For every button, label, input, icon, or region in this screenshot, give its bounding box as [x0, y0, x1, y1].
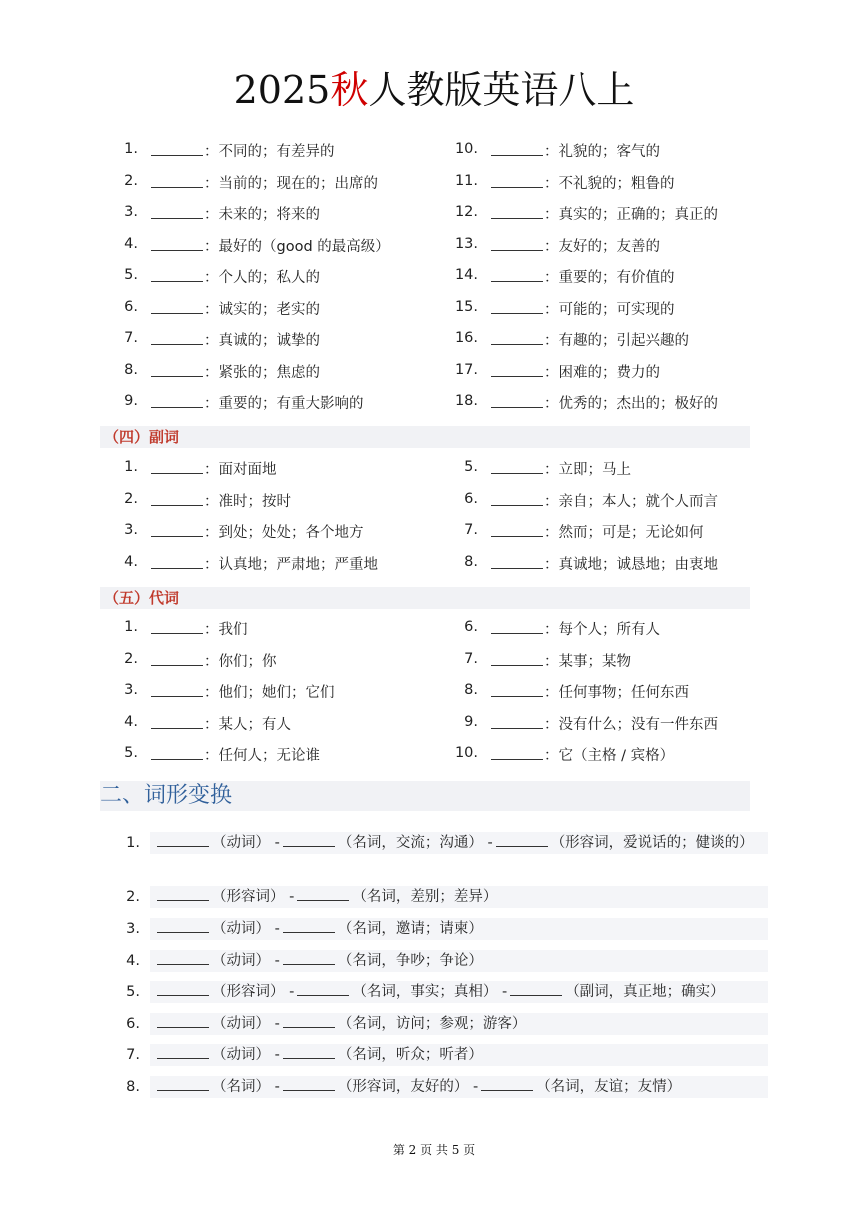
vocab-item: [440, 199, 770, 231]
word-form-body: [150, 950, 768, 972]
answer-blank[interactable]: [491, 392, 543, 408]
answer-blank[interactable]: [297, 886, 349, 901]
item-definition: ：认真地；严肃地；严重地: [204, 556, 378, 573]
item-number: 5.: [126, 984, 140, 1000]
item-number: 18.: [454, 393, 478, 409]
answer-blank[interactable]: [157, 1076, 209, 1091]
vocab-item: [100, 740, 430, 772]
answer-blank[interactable]: [151, 266, 203, 282]
pronouns-left-column: [100, 614, 430, 772]
vocab-item: [440, 486, 770, 518]
vocab-item: [100, 709, 430, 741]
item-number: 8.: [126, 1079, 140, 1095]
item-definition: ：紧张的；焦虑的: [204, 364, 320, 381]
answer-blank[interactable]: [491, 458, 543, 474]
item-number: 4.: [124, 553, 138, 570]
answer-blank[interactable]: [157, 1044, 209, 1059]
vocab-item: [440, 517, 770, 549]
item-number: 2.: [124, 172, 138, 189]
answer-blank[interactable]: [157, 918, 209, 933]
answer-blank[interactable]: [151, 681, 203, 697]
vocab-item: [440, 262, 770, 294]
item-number: 2.: [124, 490, 138, 507]
item-definition: ：当前的；现在的；出席的: [204, 175, 378, 192]
item-definition: ：未来的；将来的: [204, 207, 320, 223]
answer-blank[interactable]: [151, 618, 203, 634]
answer-blank[interactable]: [151, 650, 203, 666]
vocab-item: [100, 677, 430, 709]
vocab-item: [440, 231, 770, 263]
adverbs-left-column: [100, 454, 430, 580]
page-footer: 第 2 页 共 5 页: [392, 1143, 476, 1157]
vocab-item: [100, 357, 430, 389]
word-form-body: [150, 886, 768, 908]
word-form-hint: （名词，差别；差异）: [352, 889, 498, 905]
item-number: 9.: [464, 713, 478, 730]
adjectives-right-column: [440, 136, 770, 420]
vocab-item: [440, 677, 770, 709]
item-definition: ：优秀的；杰出的；极好的: [544, 396, 718, 412]
word-form-hint: （名词，访问；参观；游客）: [337, 1016, 527, 1032]
section-heading-pronouns: （五）代词: [100, 587, 750, 609]
word-form-hint: （形容词） -: [212, 984, 295, 1000]
item-definition: ：不礼貌的；粗鲁的: [544, 175, 675, 192]
vocab-item: [440, 294, 770, 326]
item-number: 6.: [464, 619, 478, 635]
answer-blank[interactable]: [151, 713, 203, 729]
answer-blank[interactable]: [491, 681, 543, 697]
item-definition: ：重要的；有重大影响的: [204, 396, 364, 412]
answer-blank[interactable]: [491, 521, 543, 537]
answer-blank[interactable]: [283, 918, 335, 933]
vocab-item: [440, 168, 770, 200]
vocab-item: [100, 325, 430, 357]
item-definition: ：真诚地；诚恳地；由衷地: [544, 556, 718, 573]
answer-blank[interactable]: [151, 744, 203, 760]
answer-blank[interactable]: [283, 1076, 335, 1091]
item-definition: ：准时；按时: [204, 493, 291, 510]
item-definition: ：立即；马上: [544, 462, 631, 478]
vocab-item: [440, 740, 770, 772]
answer-blank[interactable]: [491, 618, 543, 634]
vocab-item: [100, 388, 430, 420]
vocab-item: [100, 294, 430, 326]
vocab-item: [100, 454, 430, 486]
adverbs-right-column: [440, 454, 770, 580]
item-definition: ：然而；可是；无论如何: [544, 525, 704, 541]
vocab-item: [100, 199, 430, 231]
vocab-item: [440, 614, 770, 646]
item-definition: ：某事；某物: [544, 653, 631, 670]
answer-blank[interactable]: [151, 298, 203, 314]
answer-blank[interactable]: [283, 950, 335, 965]
vocab-item: [440, 136, 770, 168]
item-number: 7.: [464, 650, 478, 667]
item-definition: ：任何人；无论谁: [204, 748, 320, 764]
word-form-hint: （名词，交流；沟通） -: [337, 835, 493, 851]
item-number: 3.: [124, 682, 138, 698]
item-number: 12.: [454, 204, 478, 220]
word-form-hint: （动词） -: [212, 953, 280, 969]
answer-blank[interactable]: [481, 1076, 533, 1091]
word-form-hint: （形容词，爱说话的；健谈的）: [550, 835, 754, 851]
item-number: 1.: [126, 835, 140, 851]
answer-blank[interactable]: [491, 713, 543, 729]
section-heading-adverbs: （四）副词: [100, 426, 750, 448]
item-number: 5.: [124, 267, 138, 283]
answer-blank[interactable]: [510, 981, 562, 996]
item-definition: ：亲自；本人；就个人而言: [544, 493, 718, 510]
answer-blank[interactable]: [151, 392, 203, 408]
item-definition: ：诚实的；老实的: [204, 301, 320, 318]
item-definition: ：你们；你: [204, 653, 277, 670]
item-definition: ：可能的；可实现的: [544, 301, 675, 318]
item-number: 1.: [124, 141, 138, 157]
page-title: [0, 62, 868, 118]
vocab-item: [100, 549, 430, 581]
answer-blank[interactable]: [491, 140, 543, 156]
answer-blank[interactable]: [491, 266, 543, 282]
item-definition: ：个人的；私人的: [204, 270, 320, 286]
answer-blank[interactable]: [491, 490, 543, 506]
item-number: 2.: [126, 889, 140, 905]
word-form-body: [150, 918, 768, 940]
item-number: 8.: [464, 553, 478, 570]
item-number: 13.: [454, 235, 478, 252]
answer-blank[interactable]: [157, 1013, 209, 1028]
answer-blank[interactable]: [491, 361, 543, 377]
item-number: 6.: [126, 1016, 140, 1032]
vocab-item: [100, 262, 430, 294]
item-number: 9.: [124, 393, 138, 409]
answer-blank[interactable]: [297, 981, 349, 996]
answer-blank[interactable]: [496, 832, 548, 847]
item-number: 16.: [454, 330, 478, 346]
answer-blank[interactable]: [151, 172, 203, 188]
item-number: 3.: [126, 921, 140, 937]
item-number: 1.: [124, 459, 138, 475]
item-number: 3.: [124, 204, 138, 220]
answer-blank[interactable]: [151, 140, 203, 156]
item-definition: ：不同的；有差异的: [204, 144, 335, 160]
answer-blank[interactable]: [491, 298, 543, 314]
vocab-item: [100, 231, 430, 263]
vocab-item: [440, 357, 770, 389]
word-form-hint: （名词，友谊；友情）: [536, 1079, 682, 1095]
vocab-item: [440, 388, 770, 420]
vocab-item: [440, 709, 770, 741]
word-form-hint: （名词） -: [212, 1079, 280, 1095]
item-number: 6.: [464, 490, 478, 507]
item-number: 8.: [124, 361, 138, 378]
answer-blank[interactable]: [151, 329, 203, 345]
answer-blank[interactable]: [151, 203, 203, 219]
word-form-body: [150, 832, 768, 854]
item-number: 14.: [454, 267, 478, 283]
vocab-item: [100, 168, 430, 200]
item-number: 11.: [454, 172, 478, 189]
word-form-body: [150, 1013, 768, 1035]
answer-blank[interactable]: [151, 521, 203, 537]
answer-blank[interactable]: [151, 553, 203, 569]
item-definition: ：重要的；有价值的: [544, 270, 675, 286]
answer-blank[interactable]: [491, 744, 543, 760]
vocab-item: [440, 646, 770, 678]
answer-blank[interactable]: [151, 361, 203, 377]
answer-blank[interactable]: [491, 172, 543, 188]
item-number: 5.: [124, 745, 138, 761]
answer-blank[interactable]: [491, 553, 543, 569]
answer-blank[interactable]: [157, 832, 209, 847]
item-definition: ：真诚的；诚挚的: [204, 333, 320, 349]
item-number: 4.: [124, 713, 138, 730]
item-definition: ：我们: [204, 622, 248, 638]
word-form-hint: （动词） -: [212, 1016, 280, 1032]
word-form-hint: （名词，事实；真相） -: [352, 984, 508, 1000]
adjectives-left-column: [100, 136, 430, 420]
item-definition: ：面对面地: [204, 462, 277, 478]
vocab-item: [100, 646, 430, 678]
answer-blank[interactable]: [157, 886, 209, 901]
item-definition: ：每个人；所有人: [544, 622, 660, 638]
answer-blank[interactable]: [283, 832, 335, 847]
word-form-body: [150, 1076, 768, 1098]
item-number: 10.: [454, 745, 478, 761]
answer-blank[interactable]: [283, 1013, 335, 1028]
answer-blank[interactable]: [157, 981, 209, 996]
item-definition: ：任何事物；任何东西: [544, 685, 689, 701]
item-definition: ：它（主格 / 宾格）: [544, 748, 675, 764]
answer-blank[interactable]: [491, 203, 543, 219]
word-form-hint: （动词） -: [212, 921, 280, 937]
answer-blank[interactable]: [151, 458, 203, 474]
answer-blank[interactable]: [491, 329, 543, 345]
vocab-item: [100, 136, 430, 168]
item-number: 7.: [126, 1047, 140, 1063]
word-form-hint: （名词，争吵；争论）: [337, 953, 483, 969]
answer-blank[interactable]: [283, 1044, 335, 1059]
vocab-item: [440, 325, 770, 357]
item-definition: ：到处；处处；各个地方: [204, 525, 364, 541]
item-definition: ：某人；有人: [204, 716, 291, 733]
word-form-hint: （动词） -: [212, 1047, 280, 1063]
answer-blank[interactable]: [157, 950, 209, 965]
vocab-item: [100, 486, 430, 518]
word-form-hint: （副词，真正地；确实）: [565, 984, 725, 1000]
item-definition: ：有趣的；引起兴趣的: [544, 333, 689, 349]
word-form-hint: （形容词） -: [212, 889, 295, 905]
item-number: 5.: [464, 459, 478, 475]
answer-blank[interactable]: [491, 650, 543, 666]
answer-blank[interactable]: [151, 490, 203, 506]
item-number: 10.: [454, 141, 478, 157]
answer-blank[interactable]: [151, 235, 203, 251]
item-definition: ：最好的（good 的最高级）: [204, 238, 390, 255]
item-number: 17.: [454, 361, 478, 378]
item-number: 6.: [124, 298, 138, 315]
word-form-hint: （名词，邀请；请柬）: [337, 921, 483, 937]
word-form-hint: （动词） -: [212, 835, 280, 851]
vocab-item: [440, 454, 770, 486]
word-form-hint: （形容词，友好的） -: [337, 1079, 479, 1095]
title-year: 2025: [233, 68, 331, 112]
item-number: 3.: [124, 522, 138, 538]
title-red-char: 秋: [330, 68, 369, 112]
item-number: 7.: [124, 330, 138, 346]
item-definition: ：没有什么；没有一件东西: [544, 716, 718, 733]
answer-blank[interactable]: [491, 235, 543, 251]
word-form-hint: （名词，听众；听者）: [337, 1047, 483, 1063]
item-number: 7.: [464, 522, 478, 538]
word-form-body: [150, 1044, 768, 1066]
vocab-item: [100, 517, 430, 549]
item-definition: ：困难的；费力的: [544, 364, 660, 381]
item-number: 15.: [454, 298, 478, 315]
title-rest: 人教版英语八上: [368, 68, 635, 112]
item-definition: ：真实的；正确的；真正的: [544, 207, 718, 223]
item-number: 8.: [464, 682, 478, 698]
item-number: 1.: [124, 619, 138, 635]
item-number: 2.: [124, 650, 138, 667]
item-definition: ：礼貌的；客气的: [544, 144, 660, 160]
item-number: 4.: [124, 235, 138, 252]
item-number: 4.: [126, 953, 140, 969]
word-form-body: [150, 981, 768, 1003]
item-definition: ：友好的；友善的: [544, 238, 660, 255]
vocab-item: [440, 549, 770, 581]
pronouns-right-column: [440, 614, 770, 772]
part-heading-word-forms: 二、词形变换: [100, 781, 750, 811]
item-definition: ：他们；她们；它们: [204, 685, 335, 701]
vocab-item: [100, 614, 430, 646]
